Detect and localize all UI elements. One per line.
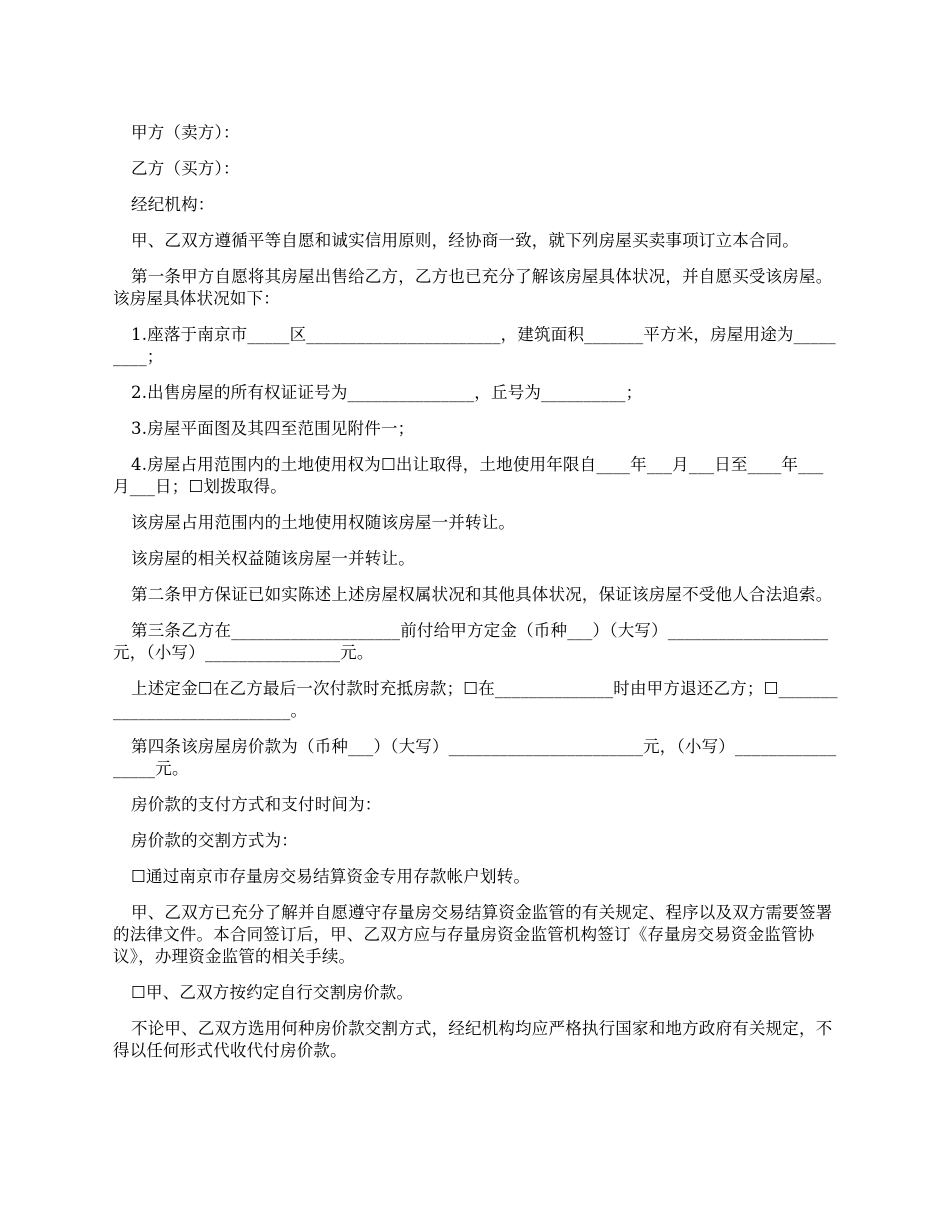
article-1-item-1: 1.座落于南京市_____区_______________________，建筑面积_______平方米，房屋用途为_________； <box>113 325 836 366</box>
party-b-buyer: 乙方（买方）： <box>131 159 240 178</box>
broker-agency: 经纪机构： <box>131 195 215 214</box>
party-a-seller: 甲方（卖方）： <box>131 123 240 142</box>
rights-transfer: 该房屋的相关权益随该房屋一并转让。 <box>131 549 415 568</box>
payment-method: 房价款的支付方式和支付时间为： <box>131 795 382 814</box>
escrow-regulations: 甲、乙双方已充分了解并自愿遵守存量房交易结算资金监管的有关规定、程序以及双方需要签署的法律文件。本合同签订后，甲、乙双方应与存量房资金监管机构签订《存量房交易资金监管协议》，办理资金监管的相关手续。 <box>113 903 833 966</box>
option-escrow-account: ☐通过南京市存量房交易结算资金专用存款帐户划转。 <box>131 867 531 886</box>
settlement-method: 房价款的交割方式为： <box>131 831 298 850</box>
article-1: 第一条甲方自愿将其房屋出售给乙方，乙方也已充分了解该房屋具体状况，并自愿买受该房屋。该房屋具体状况如下： <box>113 267 833 308</box>
article-3: 第三条乙方在____________________前付给甲方定金（币种___）（大写）___________________元，（小写）________________元。 <box>113 621 829 662</box>
article-1-item-2: 2.出售房屋的所有权证证号为_______________，丘号为__________； <box>131 383 643 402</box>
option-self-settlement: ☐甲、乙双方按约定自行交割房价款。 <box>131 983 414 1002</box>
preamble: 甲、乙双方遵循平等自愿和诚实信用原则，经协商一致，就下列房屋买卖事项订立本合同。 <box>131 231 799 250</box>
article-1-item-4: 4.房屋占用范围内的土地使用权为☐出让取得，土地使用年限自____年___月___日至____年___月___日；☐划拨取得。 <box>113 455 824 496</box>
broker-obligation: 不论甲、乙双方选用何种房价款交割方式，经纪机构均应严格执行国家和地方政府有关规定，不得以任何形式代收代付房价款。 <box>113 1019 833 1060</box>
deposit-terms: 上述定金☐在乙方最后一次付款时充抵房款；☐在______________时由甲方退还乙方；☐____________________________。 <box>113 679 838 720</box>
article-4: 第四条该房屋房价款为（币种___）（大写）_______________________元，（小写）_________________元。 <box>113 737 837 778</box>
article-2: 第二条甲方保证已如实陈述上述房屋权属状况和其他具体状况，保证该房屋不受他人合法追索。 <box>131 585 833 604</box>
article-1-item-3: 3.房屋平面图及其四至范围见附件一； <box>131 419 415 438</box>
contract-page <box>113 122 840 1076</box>
land-use-transfer: 该房屋占用范围内的土地使用权随该房屋一并转让。 <box>131 513 516 532</box>
